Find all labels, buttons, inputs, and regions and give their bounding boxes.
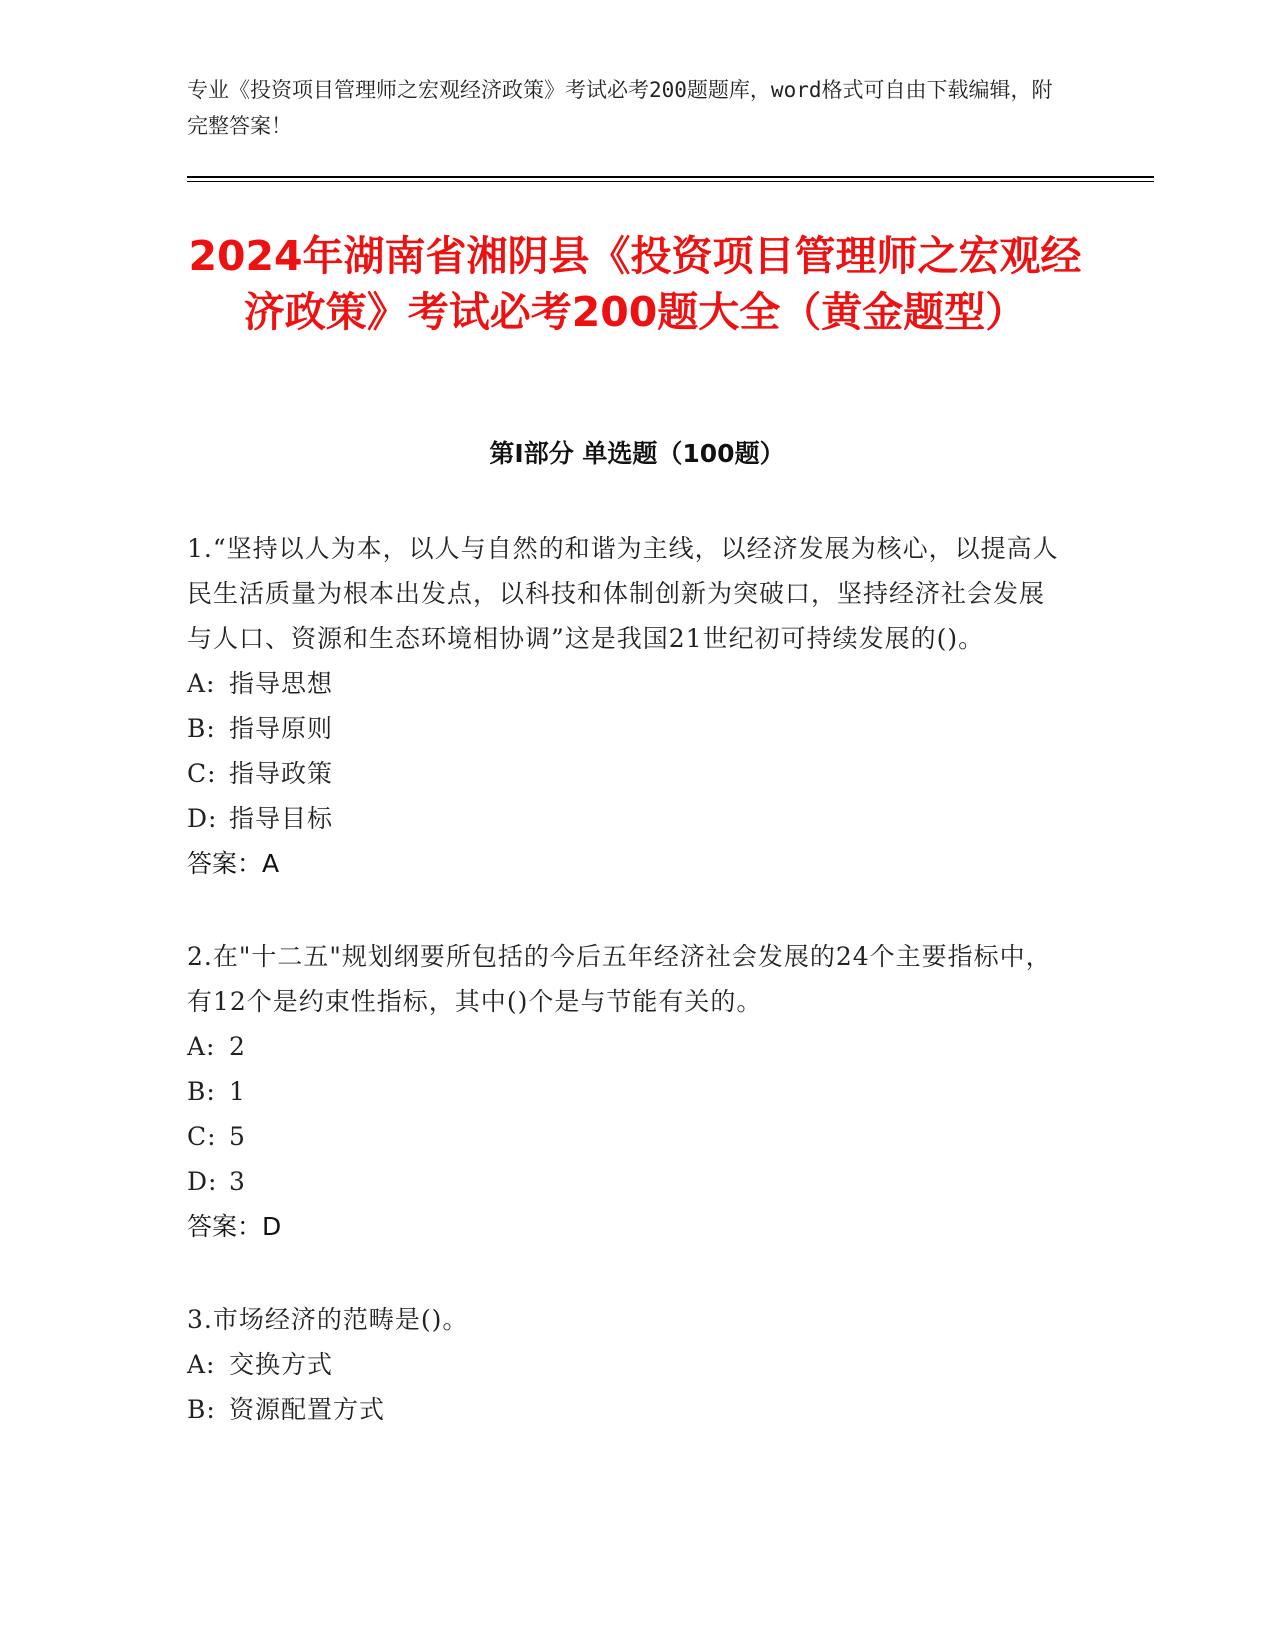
option-key: D: — [187, 1167, 218, 1196]
header-note: 专业《投资项目管理师之宏观经济政策》考试必考200题题库，word格式可自由下载编辑，附完整答案！ — [187, 78, 1053, 138]
option-c — [187, 751, 1067, 796]
question-list — [187, 526, 1067, 1480]
option-key: A: — [187, 1350, 216, 1379]
option-text: 3 — [229, 1167, 246, 1196]
question-1 — [187, 526, 1067, 886]
option-key: D: — [187, 804, 218, 833]
option-text: 指导思想 — [229, 669, 334, 698]
option-text: 交换方式 — [229, 1350, 334, 1379]
option-key: C: — [187, 1122, 217, 1151]
header-divider-thin — [187, 181, 1154, 182]
option-b — [187, 706, 1067, 751]
option-a — [187, 1024, 1067, 1069]
answer-line: 答案：A — [187, 849, 280, 878]
option-key: A: — [187, 1032, 216, 1061]
option-key: C: — [187, 759, 217, 788]
option-text: 1 — [229, 1077, 246, 1106]
option-text: 指导目标 — [229, 804, 334, 833]
option-a — [187, 661, 1067, 706]
document-title: 2024年湖南省湘阴县《投资项目管理师之宏观经济政策》考试必考200题大全（黄金题型） — [188, 232, 1082, 336]
option-b — [187, 1387, 1067, 1432]
option-key: B: — [187, 1395, 216, 1424]
question-stem: 1.“坚持以人为本，以人与自然的和谐为主线，以经济发展为核心，以提高人民生活质量为根本出发点，以科技和体制创新为突破口，坚持经济社会发展与人口、资源和生态环境相协调”这是我国21世纪初可持续发展的()。 — [187, 534, 1059, 653]
option-b — [187, 1069, 1067, 1114]
option-text: 2 — [229, 1032, 246, 1061]
option-a — [187, 1342, 1067, 1387]
option-text: 指导政策 — [229, 759, 334, 788]
option-key: B: — [187, 1077, 216, 1106]
option-text: 资源配置方式 — [229, 1395, 386, 1424]
section-title: 第I部分 单选题（100题） — [489, 439, 785, 468]
question-2 — [187, 934, 1067, 1249]
question-3 — [187, 1297, 1067, 1432]
question-stem: 2.在"十二五"规划纲要所包括的今后五年经济社会发展的24个主要指标中，有12个是约束性指标，其中()个是与节能有关的。 — [187, 942, 1052, 1016]
option-text: 指导原则 — [229, 714, 334, 743]
answer-line: 答案：D — [187, 1212, 282, 1241]
option-key: A: — [187, 669, 216, 698]
option-key: B: — [187, 714, 216, 743]
option-d — [187, 796, 1067, 841]
question-stem: 3.市场经济的范畴是()。 — [187, 1305, 469, 1334]
option-c — [187, 1114, 1067, 1159]
option-d — [187, 1159, 1067, 1204]
option-text: 5 — [229, 1122, 246, 1151]
header-divider-thick — [187, 176, 1154, 178]
